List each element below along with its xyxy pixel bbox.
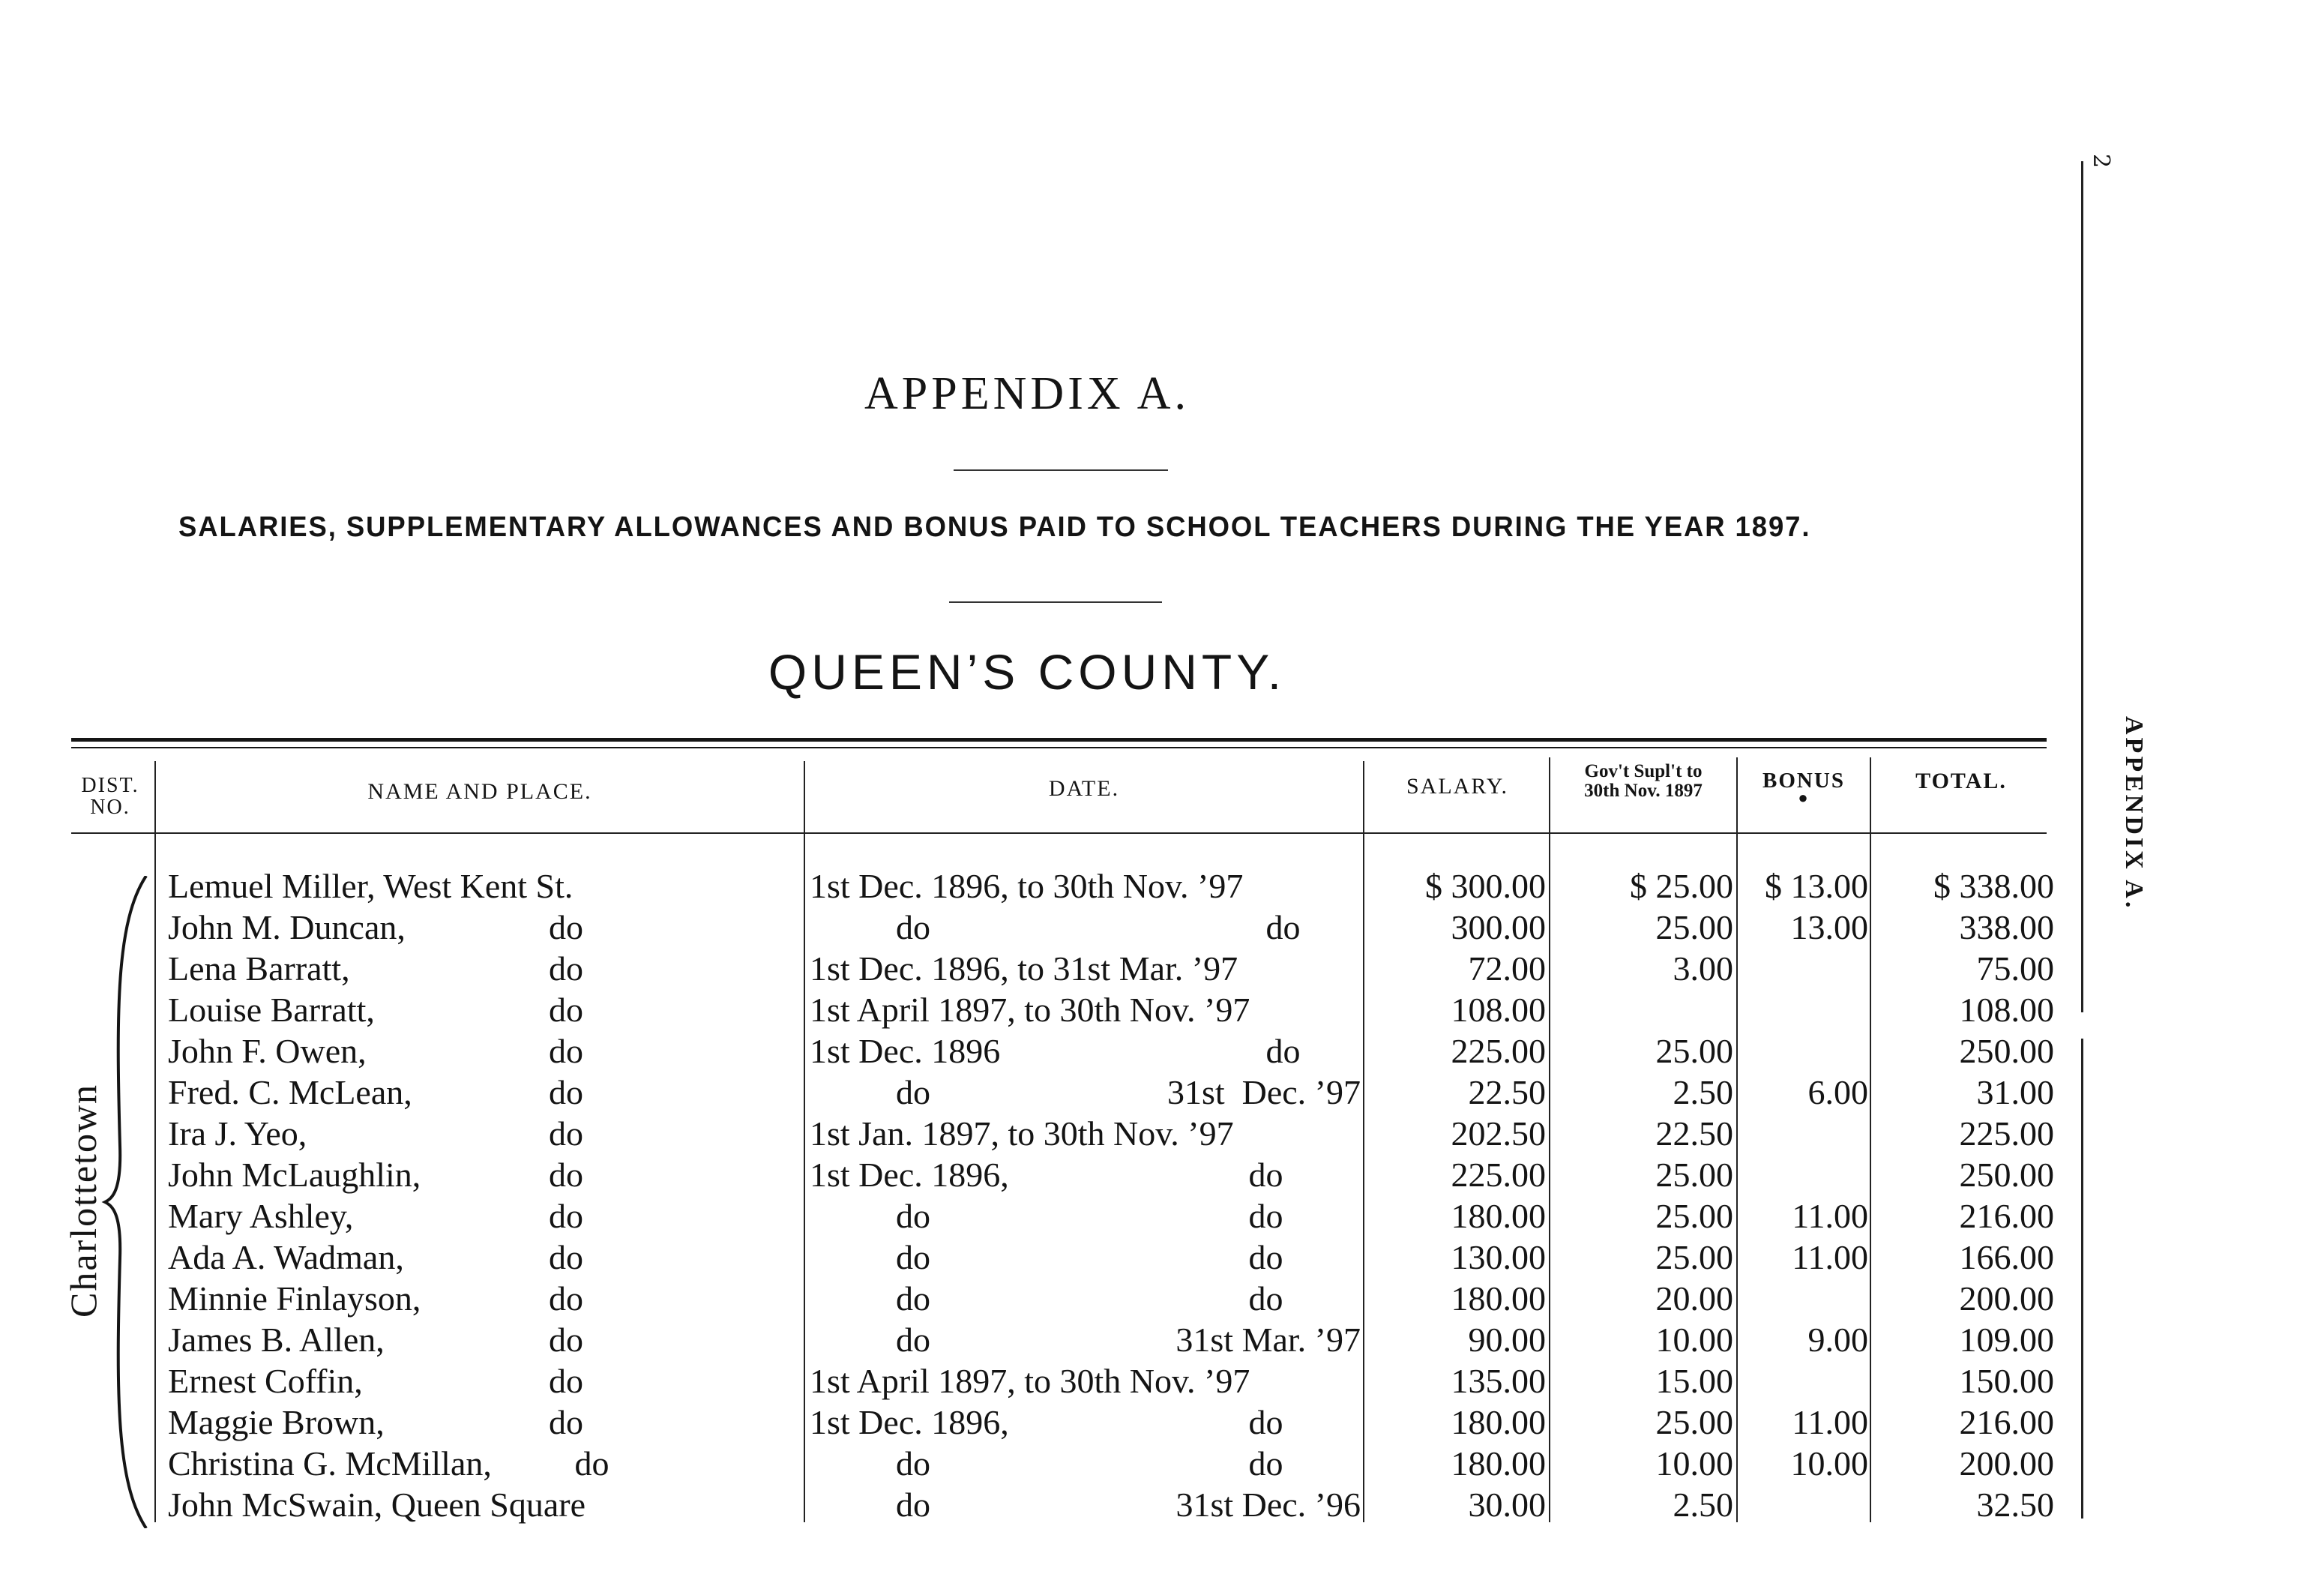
- govt-supplement-cell: 2.50: [1673, 1073, 1733, 1111]
- bonus-cell: 13.00: [1790, 908, 1868, 946]
- total-cell: 216.00: [1959, 1197, 2054, 1235]
- date-to-cell: do: [1248, 1444, 1361, 1483]
- table-row: [0, 865, 2069, 907]
- total-cell: $ 338.00: [1933, 867, 2054, 905]
- place-cell: do: [549, 991, 583, 1029]
- header-total: TOTAL.: [1915, 769, 2007, 793]
- govt-supplement-cell: 22.50: [1655, 1114, 1733, 1153]
- place-cell: do: [549, 1156, 583, 1194]
- total-cell: 250.00: [1959, 1032, 2054, 1070]
- date-from-cell: do: [810, 1197, 930, 1235]
- salary-cell: 225.00: [1451, 1156, 1546, 1194]
- date-from-cell: do: [810, 1238, 930, 1276]
- teacher-name-cell: Fred. C. McLean,: [168, 1073, 412, 1111]
- district-label: Charlottetown: [62, 1083, 104, 1318]
- teacher-name-cell: John McLaughlin,: [168, 1156, 421, 1194]
- teacher-name-cell: Christina G. McMillan,: [168, 1444, 492, 1483]
- header-bonus: [1738, 769, 1870, 808]
- header-supl-line2: 30th Nov. 1897: [1584, 781, 1703, 802]
- table-row: [0, 1360, 2069, 1402]
- place-cell: do: [549, 1238, 583, 1276]
- salary-cell: $ 300.00: [1425, 867, 1546, 905]
- place-cell: do: [549, 1403, 583, 1441]
- teacher-name-cell: Maggie Brown,: [168, 1403, 385, 1441]
- table-row: [0, 907, 2069, 948]
- table-row: [0, 1113, 2069, 1154]
- date-from-cell: 1st Dec. 1896,: [810, 1403, 1009, 1441]
- total-cell: 75.00: [1976, 949, 2054, 988]
- govt-supplement-cell: 3.00: [1673, 949, 1733, 988]
- date-from-cell: do: [810, 1073, 930, 1111]
- subtitle: SALARIES, SUPPLEMENTARY ALLOWANCES AND BONUS PAID TO SCHOOL TEACHERS DURING THE YEAR 1897.: [178, 511, 1811, 543]
- side-running-title: APPENDIX A.: [2120, 716, 2148, 911]
- teacher-name-cell: John M. Duncan,: [168, 908, 406, 946]
- header-dist-line1: DIST.: [81, 774, 139, 797]
- date-from-cell: 1st April 1897, to 30th Nov. ’97: [810, 1362, 1250, 1400]
- bonus-cell: 11.00: [1792, 1197, 1868, 1235]
- govt-supplement-cell: 25.00: [1655, 1156, 1733, 1194]
- header-dist-line2: NO.: [90, 796, 130, 820]
- title-divider: [954, 469, 1168, 471]
- salary-cell: 180.00: [1451, 1444, 1546, 1483]
- bullet-mark: ●: [1798, 788, 1810, 808]
- date-from-cell: 1st April 1897, to 30th Nov. ’97: [810, 991, 1250, 1029]
- date-to-cell: do: [1248, 1156, 1361, 1194]
- teacher-name-cell: Lemuel Miller, West Kent St.: [168, 867, 574, 905]
- date-from-cell: do: [810, 1279, 930, 1318]
- salary-cell: 72.00: [1468, 949, 1546, 988]
- salary-cell: 130.00: [1451, 1238, 1546, 1276]
- govt-supplement-cell: 20.00: [1655, 1279, 1733, 1318]
- place-cell: do: [549, 1114, 583, 1153]
- date-to-cell: do: [1248, 1403, 1361, 1441]
- salary-cell: 22.50: [1468, 1073, 1546, 1111]
- date-to-cell: do: [1248, 1238, 1361, 1276]
- margin-rule-lower: [2081, 1039, 2083, 1519]
- salary-cell: 30.00: [1468, 1486, 1546, 1524]
- salary-cell: 300.00: [1451, 908, 1546, 946]
- table-top-rule-thin: [71, 747, 2047, 748]
- govt-supplement-cell: 2.50: [1673, 1486, 1733, 1524]
- place-cell: do: [549, 1197, 583, 1235]
- date-to-cell: 31st Mar. ’97: [1175, 1321, 1361, 1359]
- total-cell: 108.00: [1959, 991, 2054, 1029]
- bonus-cell: 11.00: [1792, 1238, 1868, 1276]
- date-to-cell: do: [1248, 1197, 1361, 1235]
- teacher-name-cell: John McSwain, Queen Square: [168, 1486, 586, 1524]
- place-cell: do: [549, 1073, 583, 1111]
- table-row: [0, 1319, 2069, 1360]
- govt-supplement-cell: 25.00: [1655, 908, 1733, 946]
- teacher-name-cell: Mary Ashley,: [168, 1197, 354, 1235]
- date-from-cell: 1st Dec. 1896: [810, 1032, 1001, 1070]
- date-from-cell: 1st Dec. 1896, to 31st Mar. ’97: [810, 949, 1238, 988]
- date-from-cell: 1st Dec. 1896, to 30th Nov. ’97: [810, 867, 1244, 905]
- appendix-title: APPENDIX A.: [864, 368, 1190, 419]
- table-row: [0, 989, 2069, 1030]
- total-cell: 150.00: [1959, 1362, 2054, 1400]
- header-govt-supl: [1550, 762, 1736, 802]
- date-to-cell: 31st Dec. ’97: [1166, 1073, 1361, 1111]
- place-cell: do: [549, 1444, 609, 1483]
- salary-cell: 108.00: [1451, 991, 1546, 1029]
- table-row: [0, 1484, 2069, 1525]
- teacher-name-cell: Minnie Finlayson,: [168, 1279, 421, 1318]
- table-row: [0, 1402, 2069, 1443]
- table-row: [0, 1195, 2069, 1237]
- table-row: [0, 1154, 2069, 1195]
- header-supl-line1: Gov't Supl't to: [1584, 761, 1703, 781]
- place-cell: do: [549, 1279, 583, 1318]
- page-number: 2: [2088, 154, 2114, 169]
- bonus-cell: 6.00: [1807, 1073, 1868, 1111]
- date-from-cell: 1st Jan. 1897, to 30th Nov. ’97: [810, 1114, 1234, 1153]
- table-body: [0, 865, 2069, 1525]
- teacher-name-cell: John F. Owen,: [168, 1032, 367, 1070]
- place-cell: do: [549, 949, 583, 988]
- govt-supplement-cell: 25.00: [1655, 1197, 1733, 1235]
- table-row: [0, 1443, 2069, 1484]
- bonus-cell: 11.00: [1792, 1403, 1868, 1441]
- salary-cell: 180.00: [1451, 1403, 1546, 1441]
- salary-cell: 180.00: [1451, 1197, 1546, 1235]
- header-dist-no: [69, 775, 151, 819]
- govt-supplement-cell: 25.00: [1655, 1403, 1733, 1441]
- govt-supplement-cell: 10.00: [1655, 1444, 1733, 1483]
- table-row: [0, 1072, 2069, 1113]
- bonus-cell: 10.00: [1790, 1444, 1868, 1483]
- margin-rule-upper: [2081, 161, 2083, 1012]
- bonus-cell: 9.00: [1807, 1321, 1868, 1359]
- teacher-name-cell: James B. Allen,: [168, 1321, 385, 1359]
- govt-supplement-cell: $ 25.00: [1630, 867, 1733, 905]
- teacher-name-cell: Ada A. Wadman,: [168, 1238, 404, 1276]
- total-cell: 338.00: [1959, 908, 2054, 946]
- date-from-cell: do: [810, 1486, 930, 1524]
- govt-supplement-cell: 25.00: [1655, 1238, 1733, 1276]
- header-name-place: NAME AND PLACE.: [367, 779, 592, 804]
- govt-supplement-cell: 25.00: [1655, 1032, 1733, 1070]
- table-row: [0, 1278, 2069, 1319]
- date-from-cell: do: [810, 1444, 930, 1483]
- table-row: [0, 1030, 2069, 1072]
- place-cell: do: [549, 1032, 583, 1070]
- salary-cell: 90.00: [1468, 1321, 1546, 1359]
- total-cell: 32.50: [1976, 1486, 2054, 1524]
- table-row: [0, 948, 2069, 989]
- salary-cell: 225.00: [1451, 1032, 1546, 1070]
- header-date: DATE.: [1048, 776, 1120, 801]
- subtitle-divider: [949, 601, 1162, 603]
- table-header-rule: [71, 832, 2047, 834]
- date-to-cell: 31st Dec. ’96: [1175, 1486, 1361, 1524]
- date-from-cell: do: [810, 908, 930, 946]
- table-top-rule: [71, 738, 2047, 742]
- total-cell: 31.00: [1976, 1073, 2054, 1111]
- date-from-cell: 1st Dec. 1896,: [810, 1156, 1009, 1194]
- place-cell: do: [549, 1321, 583, 1359]
- total-cell: 225.00: [1959, 1114, 2054, 1153]
- county-heading: QUEEN’S COUNTY.: [768, 644, 1286, 700]
- govt-supplement-cell: 10.00: [1655, 1321, 1733, 1359]
- teacher-name-cell: Ira J. Yeo,: [168, 1114, 307, 1153]
- header-salary: SALARY.: [1406, 774, 1508, 799]
- total-cell: 109.00: [1959, 1321, 2054, 1359]
- teacher-name-cell: Louise Barratt,: [168, 991, 375, 1029]
- date-to-cell: do: [1265, 1032, 1361, 1070]
- date-to-cell: do: [1248, 1279, 1361, 1318]
- salary-cell: 180.00: [1451, 1279, 1546, 1318]
- govt-supplement-cell: 15.00: [1655, 1362, 1733, 1400]
- total-cell: 200.00: [1959, 1279, 2054, 1318]
- bonus-cell: $ 13.00: [1765, 867, 1868, 905]
- date-to-cell: do: [1265, 908, 1361, 946]
- teacher-name-cell: Lena Barratt,: [168, 949, 350, 988]
- salary-cell: 135.00: [1451, 1362, 1546, 1400]
- total-cell: 166.00: [1959, 1238, 2054, 1276]
- total-cell: 200.00: [1959, 1444, 2054, 1483]
- table-row: [0, 1237, 2069, 1278]
- date-from-cell: do: [810, 1321, 930, 1359]
- salary-cell: 202.50: [1451, 1114, 1546, 1153]
- total-cell: 250.00: [1959, 1156, 2054, 1194]
- total-cell: 216.00: [1959, 1403, 2054, 1441]
- place-cell: do: [549, 908, 583, 946]
- teacher-name-cell: Ernest Coffin,: [168, 1362, 363, 1400]
- header-bonus-label: BONUS: [1762, 769, 1845, 793]
- place-cell: do: [549, 1362, 583, 1400]
